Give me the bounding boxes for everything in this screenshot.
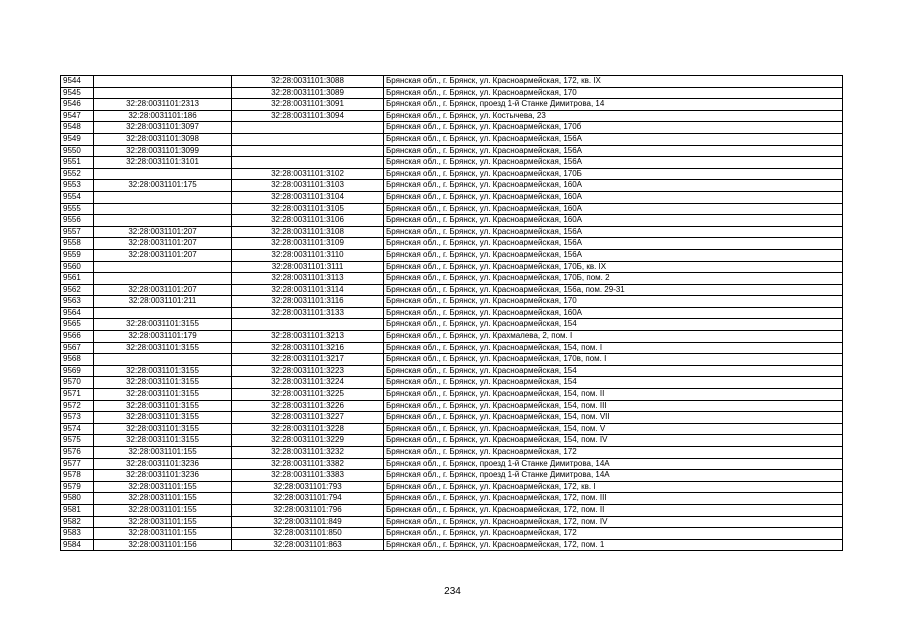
address-cell: Брянская обл., г. Брянск, ул. Красноармейская, 170Б, пом. 2 [384, 273, 843, 285]
object-cadastral-cell: 32:28:0031101:3383 [232, 470, 384, 482]
row-number-cell: 9567 [61, 342, 94, 354]
table-row [61, 307, 843, 319]
table-row [61, 470, 843, 482]
table-row [61, 180, 843, 192]
object-cadastral-cell: 32:28:0031101:849 [232, 516, 384, 528]
row-number-cell: 9544 [61, 76, 94, 88]
address-cell: Брянская обл., г. Брянск, ул. Красноармейская, 154, пом. V [384, 423, 843, 435]
parcel-cadastral-cell [94, 168, 232, 180]
address-cell: Брянская обл., г. Брянск, проезд 1-й Станке Димитрова, 14А [384, 470, 843, 482]
object-cadastral-cell: 32:28:0031101:3224 [232, 377, 384, 389]
table-row [61, 539, 843, 551]
table-row [61, 331, 843, 343]
object-cadastral-cell: 32:28:0031101:3229 [232, 435, 384, 447]
table-row [61, 423, 843, 435]
object-cadastral-cell: 32:28:0031101:3225 [232, 389, 384, 401]
parcel-cadastral-cell: 32:28:0031101:3236 [94, 470, 232, 482]
object-cadastral-cell: 32:28:0031101:3094 [232, 110, 384, 122]
parcel-cadastral-cell: 32:28:0031101:207 [94, 284, 232, 296]
row-number-cell: 9557 [61, 226, 94, 238]
parcel-cadastral-cell: 32:28:0031101:211 [94, 296, 232, 308]
row-number-cell: 9558 [61, 238, 94, 250]
object-cadastral-cell: 32:28:0031101:3216 [232, 342, 384, 354]
object-cadastral-cell: 32:28:0031101:3226 [232, 400, 384, 412]
address-cell: Брянская обл., г. Брянск, ул. Красноармейская, 170 [384, 296, 843, 308]
object-cadastral-cell [232, 122, 384, 134]
object-cadastral-cell: 32:28:0031101:3232 [232, 447, 384, 459]
parcel-cadastral-cell: 32:28:0031101:3155 [94, 389, 232, 401]
object-cadastral-cell: 32:28:0031101:3111 [232, 261, 384, 273]
table-row [61, 261, 843, 273]
row-number-cell: 9551 [61, 157, 94, 169]
parcel-cadastral-cell: 32:28:0031101:3155 [94, 377, 232, 389]
table-row [61, 516, 843, 528]
object-cadastral-cell: 32:28:0031101:3217 [232, 354, 384, 366]
address-cell: Брянская обл., г. Брянск, ул. Красноармейская, 160А [384, 203, 843, 215]
address-cell: Брянская обл., г. Брянск, ул. Красноармейская, 154, пом. II [384, 389, 843, 401]
address-cell: Брянская обл., г. Брянск, ул. Красноармейская, 154, пом. VII [384, 412, 843, 424]
table-row [61, 122, 843, 134]
table-row [61, 110, 843, 122]
parcel-cadastral-cell: 32:28:0031101:155 [94, 504, 232, 516]
table-row [61, 76, 843, 88]
row-number-cell: 9553 [61, 180, 94, 192]
object-cadastral-cell: 32:28:0031101:3223 [232, 365, 384, 377]
parcel-cadastral-cell: 32:28:0031101:175 [94, 180, 232, 192]
address-cell: Брянская обл., г. Брянск, ул. Красноармейская, 156А [384, 145, 843, 157]
address-cell: Брянская обл., г. Брянск, ул. Красноармейская, 170в, пом. I [384, 354, 843, 366]
row-number-cell: 9568 [61, 354, 94, 366]
object-cadastral-cell: 32:28:0031101:3109 [232, 238, 384, 250]
address-cell: Брянская обл., г. Брянск, ул. Красноармейская, 170б [384, 122, 843, 134]
row-number-cell: 9550 [61, 145, 94, 157]
row-number-cell: 9569 [61, 365, 94, 377]
row-number-cell: 9564 [61, 307, 94, 319]
row-number-cell: 9555 [61, 203, 94, 215]
table-row [61, 481, 843, 493]
row-number-cell: 9556 [61, 215, 94, 227]
table-row [61, 157, 843, 169]
address-cell: Брянская обл., г. Брянск, ул. Красноармейская, 172, кв. I [384, 481, 843, 493]
row-number-cell: 9584 [61, 539, 94, 551]
object-cadastral-cell [232, 145, 384, 157]
row-number-cell: 9549 [61, 133, 94, 145]
table-row [61, 215, 843, 227]
table-body [61, 76, 843, 551]
address-cell: Брянская обл., г. Брянск, ул. Красноармейская, 160А [384, 191, 843, 203]
parcel-cadastral-cell: 32:28:0031101:3236 [94, 458, 232, 470]
table-row [61, 238, 843, 250]
parcel-cadastral-cell: 32:28:0031101:2313 [94, 99, 232, 111]
table-row [61, 319, 843, 331]
parcel-cadastral-cell: 32:28:0031101:155 [94, 516, 232, 528]
address-cell: Брянская обл., г. Брянск, ул. Красноармейская, 160А [384, 215, 843, 227]
object-cadastral-cell: 32:28:0031101:3382 [232, 458, 384, 470]
table-row [61, 528, 843, 540]
object-cadastral-cell: 32:28:0031101:3091 [232, 99, 384, 111]
address-cell: Брянская обл., г. Брянск, проезд 1-й Станке Димитрова, 14А [384, 458, 843, 470]
parcel-cadastral-cell [94, 307, 232, 319]
parcel-cadastral-cell [94, 261, 232, 273]
parcel-cadastral-cell: 32:28:0031101:3155 [94, 342, 232, 354]
address-cell: Брянская обл., г. Брянск, ул. Крахмалева, 2, пом. I [384, 331, 843, 343]
parcel-cadastral-cell: 32:28:0031101:207 [94, 249, 232, 261]
row-number-cell: 9559 [61, 249, 94, 261]
parcel-cadastral-cell: 32:28:0031101:186 [94, 110, 232, 122]
parcel-cadastral-cell [94, 203, 232, 215]
address-cell: Брянская обл., г. Брянск, ул. Красноармейская, 172, пом. III [384, 493, 843, 505]
object-cadastral-cell: 32:28:0031101:3108 [232, 226, 384, 238]
address-cell: Брянская обл., г. Брянск, ул. Красноармейская, 156а, пом. 29-31 [384, 284, 843, 296]
row-number-cell: 9545 [61, 87, 94, 99]
table-row [61, 400, 843, 412]
address-cell: Брянская обл., г. Брянск, ул. Красноармейская, 154 [384, 365, 843, 377]
object-cadastral-cell [232, 319, 384, 331]
address-cell: Брянская обл., г. Брянск, ул. Костычева, 23 [384, 110, 843, 122]
address-cell: Брянская обл., г. Брянск, ул. Красноармейская, 156А [384, 226, 843, 238]
address-cell: Брянская обл., г. Брянск, ул. Красноармейская, 154, пом. I [384, 342, 843, 354]
row-number-cell: 9582 [61, 516, 94, 528]
row-number-cell: 9578 [61, 470, 94, 482]
table-row [61, 342, 843, 354]
object-cadastral-cell: 32:28:0031101:793 [232, 481, 384, 493]
table-row [61, 168, 843, 180]
address-cell: Брянская обл., г. Брянск, ул. Красноармейская, 160А [384, 307, 843, 319]
parcel-cadastral-cell: 32:28:0031101:155 [94, 481, 232, 493]
table-row [61, 504, 843, 516]
address-cell: Брянская обл., г. Брянск, ул. Красноармейская, 154 [384, 319, 843, 331]
table-row [61, 191, 843, 203]
row-number-cell: 9548 [61, 122, 94, 134]
row-number-cell: 9576 [61, 447, 94, 459]
row-number-cell: 9552 [61, 168, 94, 180]
address-cell: Брянская обл., г. Брянск, ул. Красноармейская, 172, кв. IX [384, 76, 843, 88]
parcel-cadastral-cell: 32:28:0031101:3155 [94, 319, 232, 331]
table-row [61, 273, 843, 285]
address-cell: Брянская обл., г. Брянск, ул. Красноармейская, 160А [384, 180, 843, 192]
row-number-cell: 9575 [61, 435, 94, 447]
address-cell: Брянская обл., г. Брянск, ул. Красноармейская, 154, пом. IV [384, 435, 843, 447]
parcel-cadastral-cell [94, 191, 232, 203]
parcel-cadastral-cell: 32:28:0031101:3099 [94, 145, 232, 157]
object-cadastral-cell: 32:28:0031101:3102 [232, 168, 384, 180]
object-cadastral-cell: 32:28:0031101:794 [232, 493, 384, 505]
table-row [61, 133, 843, 145]
object-cadastral-cell: 32:28:0031101:3114 [232, 284, 384, 296]
parcel-cadastral-cell: 32:28:0031101:155 [94, 493, 232, 505]
parcel-cadastral-cell: 32:28:0031101:3098 [94, 133, 232, 145]
parcel-cadastral-cell [94, 354, 232, 366]
address-cell: Брянская обл., г. Брянск, ул. Красноармейская, 172 [384, 528, 843, 540]
address-cell: Брянская обл., г. Брянск, ул. Красноармейская, 170Б, кв. IX [384, 261, 843, 273]
address-cell: Брянская обл., г. Брянск, ул. Красноармейская, 170 [384, 87, 843, 99]
row-number-cell: 9565 [61, 319, 94, 331]
table-row [61, 249, 843, 261]
row-number-cell: 9572 [61, 400, 94, 412]
row-number-cell: 9580 [61, 493, 94, 505]
table-row [61, 389, 843, 401]
object-cadastral-cell: 32:28:0031101:3228 [232, 423, 384, 435]
table-row [61, 145, 843, 157]
row-number-cell: 9562 [61, 284, 94, 296]
object-cadastral-cell [232, 157, 384, 169]
parcel-cadastral-cell [94, 273, 232, 285]
table-row [61, 354, 843, 366]
row-number-cell: 9574 [61, 423, 94, 435]
row-number-cell: 9560 [61, 261, 94, 273]
object-cadastral-cell: 32:28:0031101:3113 [232, 273, 384, 285]
object-cadastral-cell: 32:28:0031101:3213 [232, 331, 384, 343]
row-number-cell: 9571 [61, 389, 94, 401]
address-cell: Брянская обл., г. Брянск, ул. Красноармейская, 172, пом. II [384, 504, 843, 516]
row-number-cell: 9573 [61, 412, 94, 424]
address-cell: Брянская обл., г. Брянск, ул. Красноармейская, 172, пом. 1 [384, 539, 843, 551]
object-cadastral-cell: 32:28:0031101:3110 [232, 249, 384, 261]
row-number-cell: 9561 [61, 273, 94, 285]
address-cell: Брянская обл., г. Брянск, ул. Красноармейская, 156А [384, 238, 843, 250]
table-row [61, 458, 843, 470]
table-row [61, 365, 843, 377]
parcel-cadastral-cell: 32:28:0031101:155 [94, 447, 232, 459]
table-row [61, 203, 843, 215]
row-number-cell: 9579 [61, 481, 94, 493]
parcel-cadastral-cell: 32:28:0031101:3101 [94, 157, 232, 169]
row-number-cell: 9583 [61, 528, 94, 540]
parcel-cadastral-cell: 32:28:0031101:207 [94, 226, 232, 238]
table-row [61, 87, 843, 99]
object-cadastral-cell: 32:28:0031101:3105 [232, 203, 384, 215]
parcel-cadastral-cell [94, 76, 232, 88]
object-cadastral-cell: 32:28:0031101:3088 [232, 76, 384, 88]
table-row [61, 284, 843, 296]
object-cadastral-cell: 32:28:0031101:3104 [232, 191, 384, 203]
object-cadastral-cell: 32:28:0031101:850 [232, 528, 384, 540]
object-cadastral-cell: 32:28:0031101:3089 [232, 87, 384, 99]
row-number-cell: 9554 [61, 191, 94, 203]
address-cell: Брянская обл., г. Брянск, проезд 1-й Станке Димитрова, 14 [384, 99, 843, 111]
table-row [61, 296, 843, 308]
row-number-cell: 9570 [61, 377, 94, 389]
parcel-cadastral-cell: 32:28:0031101:155 [94, 528, 232, 540]
address-cell: Брянская обл., г. Брянск, ул. Красноармейская, 156А [384, 249, 843, 261]
parcel-cadastral-cell: 32:28:0031101:3155 [94, 435, 232, 447]
table-row [61, 447, 843, 459]
object-cadastral-cell: 32:28:0031101:3116 [232, 296, 384, 308]
parcel-cadastral-cell: 32:28:0031101:3155 [94, 400, 232, 412]
object-cadastral-cell [232, 133, 384, 145]
registry-table [60, 75, 843, 551]
address-cell: Брянская обл., г. Брянск, ул. Красноармейская, 172, пом. IV [384, 516, 843, 528]
table-row [61, 377, 843, 389]
table-row [61, 493, 843, 505]
parcel-cadastral-cell: 32:28:0031101:179 [94, 331, 232, 343]
page-number: 234 [444, 586, 461, 597]
parcel-cadastral-cell: 32:28:0031101:3155 [94, 412, 232, 424]
parcel-cadastral-cell: 32:28:0031101:3097 [94, 122, 232, 134]
row-number-cell: 9546 [61, 99, 94, 111]
parcel-cadastral-cell: 32:28:0031101:3155 [94, 365, 232, 377]
parcel-cadastral-cell [94, 215, 232, 227]
table-row [61, 99, 843, 111]
parcel-cadastral-cell: 32:28:0031101:156 [94, 539, 232, 551]
address-cell: Брянская обл., г. Брянск, ул. Красноармейская, 154 [384, 377, 843, 389]
row-number-cell: 9547 [61, 110, 94, 122]
address-cell: Брянская обл., г. Брянск, ул. Красноармейская, 154, пом. III [384, 400, 843, 412]
table-row [61, 226, 843, 238]
table-row [61, 412, 843, 424]
address-cell: Брянская обл., г. Брянск, ул. Красноармейская, 172 [384, 447, 843, 459]
table-row [61, 435, 843, 447]
address-cell: Брянская обл., г. Брянск, ул. Красноармейская, 156А [384, 133, 843, 145]
address-cell: Брянская обл., г. Брянск, ул. Красноармейская, 156А [384, 157, 843, 169]
parcel-cadastral-cell: 32:28:0031101:207 [94, 238, 232, 250]
object-cadastral-cell: 32:28:0031101:3106 [232, 215, 384, 227]
object-cadastral-cell: 32:28:0031101:863 [232, 539, 384, 551]
object-cadastral-cell: 32:28:0031101:3227 [232, 412, 384, 424]
row-number-cell: 9577 [61, 458, 94, 470]
parcel-cadastral-cell [94, 87, 232, 99]
object-cadastral-cell: 32:28:0031101:3133 [232, 307, 384, 319]
address-cell: Брянская обл., г. Брянск, ул. Красноармейская, 170Б [384, 168, 843, 180]
row-number-cell: 9563 [61, 296, 94, 308]
row-number-cell: 9581 [61, 504, 94, 516]
parcel-cadastral-cell: 32:28:0031101:3155 [94, 423, 232, 435]
object-cadastral-cell: 32:28:0031101:3103 [232, 180, 384, 192]
object-cadastral-cell: 32:28:0031101:796 [232, 504, 384, 516]
row-number-cell: 9566 [61, 331, 94, 343]
